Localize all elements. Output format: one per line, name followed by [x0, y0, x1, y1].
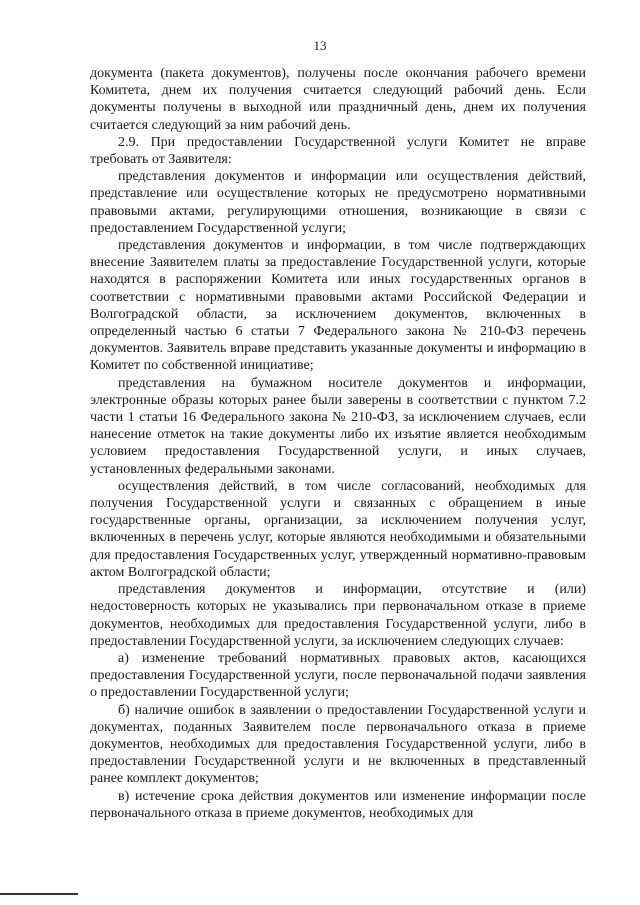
paragraph-subitem-b: б) наличие ошибок в заявлении о предоставлении Государственной услуги и документах, поданных Заявителем после первоначального отказа в приеме документов, необходимых для предоставления Государственной услуги, либо в предоставлении Государственной услуги и не включенных в представленный ранее комплект документов; [90, 702, 586, 787]
paragraph-item-1: представления документов и информации или осуществления действий, представление или осуществление которых не предусмотрено нормативными правовыми актами, регулирующими отношения, возникающие в связи с предоставлением Государственной услуги; [90, 169, 586, 236]
paragraph-item-5: представления документов и информации, отсутствие и (или) недостоверность которых не указывались при первоначальном отказе в приеме документов, необходимых для предоставления Государственной услуги, либо в предоставлении Государственной услуги, за исключением следующих случаев: [90, 582, 586, 649]
scan-edge-rule [0, 893, 78, 895]
paragraph-continuation: документа (пакета документов), получены после окончания рабочего времени Комитета, днем их получения считается следующий рабочий день. Если документы получены в выходной или праздничный день, днем их получения считается следующий за ним рабочий день. [90, 66, 586, 133]
paragraph-section-2-9: 2.9. При предоставлении Государственной услуги Комитет не вправе требовать от Заявителя: [90, 134, 586, 168]
paragraph-item-4: осуществления действий, в том числе согласований, необходимых для получения Государственной услуги и связанных с обращением в иные государственные органы, организации, за исключением получения услуг, включенных в перечень услуг, которые являются необходимыми и обязательными для предоставления Государственных услуг, утвержденный нормативно-правовым актом Волгоградской области; [90, 478, 586, 580]
paragraph-subitem-v: в) истечение срока действия документов или изменение информации после первоначального отказа в приеме документов, необходимых для [90, 788, 586, 821]
paragraph-subitem-a: а) изменение требований нормативных правовых актов, касающихся предоставления Государственной услуги, после первоначальной подачи заявления о предоставлении Государственной услуги; [90, 650, 586, 701]
paragraph-item-2: представления документов и информации, в том числе подтверждающих внесение Заявителем платы за предоставление Государственной услуги, которые находятся в распоряжении Комитета или иных государственных органов в соответствии с нормативными правовыми актами Российской Федерации и Волгоградской области, за исключением документов, включенных в определенный частью 6 статьи 7 Федерального закона № 210-ФЗ перечень документов. Заявитель вправе представить указанные документы и информацию в Комитет по собственной инициативе; [90, 238, 586, 374]
document-body [90, 65, 586, 822]
page-number: 13 [313, 38, 327, 53]
paragraph-item-3: представления на бумажном носителе документов и информации, электронные образы которых ранее были заверены в соответствии с пунктом 7.2 части 1 статьи 16 Федерального закона № 210-ФЗ, за исключением случаев, если нанесение отметок на такие документы либо их изъятие является необходимым условием предоставления Государственной услуги, и иных случаев, установленных федеральными законами. [90, 375, 586, 477]
